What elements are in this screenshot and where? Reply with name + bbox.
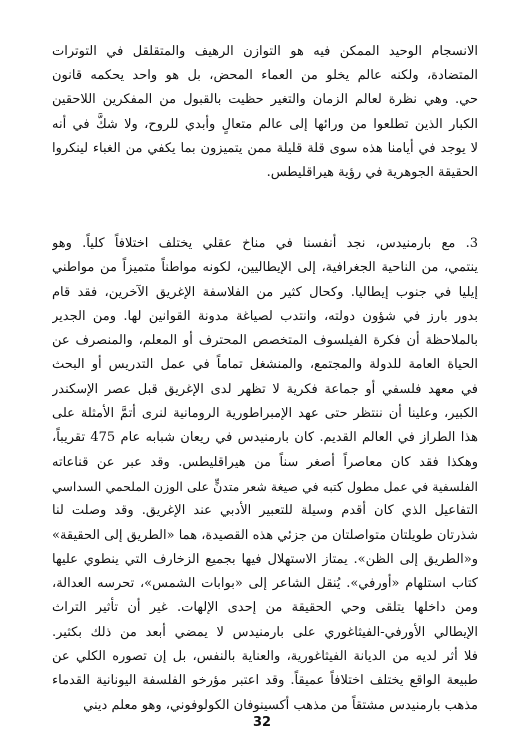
- text-line: 3. مع بارمنيدس، نجد أنفسنا في مناخ عقلي يختلف اختلافاً كلياً. وهو: [52, 236, 478, 251]
- text-line: فلا أثر لديه من الديانة الفيثاغورية، والعناية بالنفس، بل إن تصوره الكلي عن: [52, 649, 478, 665]
- text-line: و«الطريق إلى الظن». يمتاز الاستهلال فيها بجميع الزخارف التي ينطوي عليها: [52, 551, 478, 567]
- text-line: كتاب استلهام «أورفي». يُنقل الشاعر إلى «بوابات الشمس»، تحرسه العدالة،: [52, 576, 478, 592]
- text-line: وهكذا فقد كان معاصراً أصغر سناً من هيراقليطس. وقد عبر عن قناعاته: [52, 454, 478, 470]
- text-line: إيليا في جنوب إيطاليا. وكحال كثير من الفلاسفة الإغريق الآخرين، فقد قام: [52, 284, 478, 300]
- text-line: مذهب بارمنيدس مشتقاً من مذهب أكسينوفان الكولوفوني، وهو معلم ديني: [83, 697, 478, 713]
- text-line: الانسجام الوحيد الممكن فيه هو التوازن الرهيف والمتقلقل في التوترات: [52, 44, 478, 59]
- text-line: ينتمي، من الناحية الجغرافية، إلى الإيطاليين، لكونه مواطناً متميزاً من مواطني: [52, 260, 478, 276]
- text-line: التفاعيل الذي كان أقدم وسيلة للتعبير الأدبي عند الإغريق. وقد وصلت لنا: [52, 503, 478, 519]
- text-line: حي. وهي نظرة لعالم الزمان والتغير حظيت بالقبول من المفكرين اللاحقين: [52, 92, 478, 108]
- text-line: ومن داخلها يتلقى وحي الحقيقة من إحدى الإلهات. غير أن تأثير التراث: [52, 600, 478, 616]
- text-line: لا يوجد في أيامنا هذه سوى قلة قليلة ممن يتميزون بما يكفي من الغباء لينكروا: [52, 140, 478, 156]
- text-line: هذا الطراز في العالم القديم. كان بارمنيدس في ريعان شبابه عام 475 تقريباً،: [52, 430, 478, 446]
- text-line: في معهد فلسفي أو جماعة فكرية لا تظهر لدى الإغريق قبل عصر الإسكندر: [52, 381, 478, 397]
- text-line: الكبار الذين تطلعوا من ورائها إلى عالم متعالٍ وأبدي للروح، ولا شكَّ في أنه: [52, 116, 478, 132]
- page-number: 32: [252, 715, 272, 730]
- text-line: الفلسفية في عمل مطول كتبه في صيغة شعر متدنٍّ على الوزن الملحمي السداسي: [52, 478, 478, 494]
- paragraph-2: [52, 232, 478, 718]
- paragraph-1: [52, 40, 478, 185]
- text-line: طبيعة الواقع يختلف اختلافاً عميقاً. وقد اعتبر مؤرخو الفلسفة اليونانية القدماء: [52, 673, 478, 689]
- text-line: الكبير، وعلينا أن ننتظر حتى عهد الإمبراطورية الرومانية لنرى أتمَّ الأمثلة على: [52, 406, 478, 422]
- text-line: الحياة العامة للدولة والمجتمع، والمنشغل تماماً في عمل التدريس أو البحث: [52, 357, 478, 373]
- text-line: الحقيقة الجوهرية في رؤية هيراقليطس.: [266, 165, 478, 181]
- text-line: الإيطالي الأورفي-الفيثاغوري على بارمنيدس لا يمضي أبعد من ذلك بكثير.: [52, 624, 478, 640]
- text-line: المتضادة، ولكنه عالم يخلو من العماء المحض، بل هو واحد يحكمه قانون: [52, 68, 478, 84]
- text-line: بدور بارز في شؤون دولته، وانتدب لصياغة مدونة القوانين لها. ومن الجدير: [52, 308, 478, 324]
- text-line: شذرتان طويلتان متواصلتان من جزئي هذه القصيدة، هما «الطريق إلى الحقيقة»: [52, 527, 478, 543]
- text-line: بالملاحظة أن فكرة الفيلسوف المتخصص المحترف أو المعلم، والمنصرف عن: [52, 333, 478, 349]
